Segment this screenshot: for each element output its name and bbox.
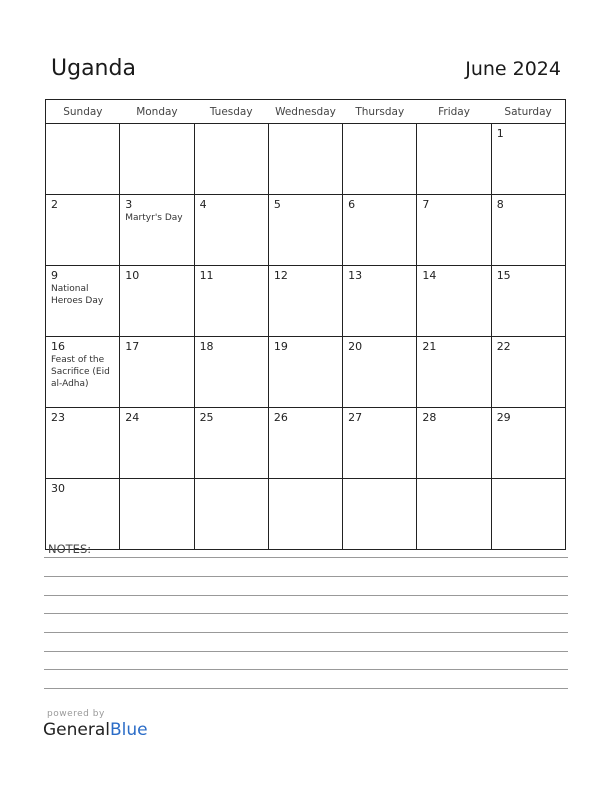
day-cell <box>417 195 491 266</box>
day-number: 4 <box>199 198 207 211</box>
day-cell <box>194 266 268 337</box>
day-number: 6 <box>348 198 356 211</box>
day-number: 9 <box>51 269 58 282</box>
notes-line <box>44 613 568 614</box>
week-row <box>46 408 566 479</box>
weekday-header: Wednesday <box>268 100 342 124</box>
day-cell <box>268 195 342 266</box>
day-cell <box>194 408 268 479</box>
day-number: 22 <box>496 340 511 353</box>
week-row <box>46 124 566 195</box>
day-cell <box>120 337 194 408</box>
holiday-label: Martyr's Day <box>125 213 183 223</box>
weekday-header: Saturday <box>491 100 565 124</box>
day-cell <box>194 124 268 195</box>
day-number: 19 <box>273 340 288 353</box>
day-number: 24 <box>125 411 140 424</box>
day-number: 8 <box>496 198 504 211</box>
weekday-header: Friday <box>417 100 491 124</box>
day-cell <box>491 408 565 479</box>
brand-general: General <box>43 720 110 740</box>
notes-line <box>44 595 568 596</box>
day-number: 3 <box>125 198 133 211</box>
notes-label: NOTES: <box>48 542 92 556</box>
day-number: 7 <box>422 198 430 211</box>
day-number: 5 <box>273 198 281 211</box>
day-cell <box>343 195 417 266</box>
week-row <box>46 195 566 266</box>
day-number: 10 <box>125 269 140 282</box>
month-title: June 2024 <box>465 58 561 80</box>
day-cell <box>491 124 565 195</box>
day-cell <box>417 479 491 550</box>
day-number: 16 <box>51 340 65 353</box>
day-number: 17 <box>125 340 140 353</box>
day-cell <box>417 408 491 479</box>
day-cell <box>120 195 194 266</box>
holiday-label: Feast of the Sacrifice (Eid al-Adha) <box>51 355 110 389</box>
day-cell <box>491 337 565 408</box>
calendar-grid <box>45 99 566 550</box>
day-cell <box>268 266 342 337</box>
day-number: 15 <box>496 269 511 282</box>
day-cell <box>343 408 417 479</box>
day-cell <box>343 479 417 550</box>
day-cell <box>120 408 194 479</box>
notes-line <box>44 651 568 652</box>
day-cell <box>120 479 194 550</box>
day-cell <box>491 479 565 550</box>
day-number: 29 <box>496 411 511 424</box>
day-cell <box>491 195 565 266</box>
day-number: 1 <box>496 127 504 140</box>
day-cell <box>46 124 120 195</box>
day-number: 27 <box>348 411 363 424</box>
day-cell <box>268 337 342 408</box>
weekday-header-row <box>46 100 566 124</box>
day-number: 11 <box>199 269 214 282</box>
day-cell <box>417 337 491 408</box>
day-number: 30 <box>51 482 65 495</box>
holiday-label: National Heroes Day <box>51 284 104 306</box>
day-cell <box>343 266 417 337</box>
day-cell <box>417 266 491 337</box>
day-cell <box>343 124 417 195</box>
day-cell <box>194 479 268 550</box>
day-cell <box>417 124 491 195</box>
day-cell <box>46 337 120 408</box>
day-cell <box>491 266 565 337</box>
day-cell <box>343 337 417 408</box>
brand-blue: Blue <box>110 720 148 740</box>
day-cell <box>120 266 194 337</box>
notes-line <box>44 688 568 689</box>
day-cell <box>46 266 120 337</box>
weekday-header: Monday <box>120 100 194 124</box>
day-cell <box>194 337 268 408</box>
week-row <box>46 337 566 408</box>
day-cell <box>46 479 120 550</box>
notes-line <box>44 576 568 577</box>
weekday-header: Thursday <box>343 100 417 124</box>
day-number: 28 <box>422 411 437 424</box>
day-cell <box>46 408 120 479</box>
weekday-header: Tuesday <box>194 100 268 124</box>
day-cell <box>120 124 194 195</box>
day-number: 23 <box>51 411 65 424</box>
brand-logo <box>43 720 148 740</box>
day-number: 18 <box>199 340 214 353</box>
day-cell <box>46 195 120 266</box>
powered-by-text: powered by <box>47 709 105 719</box>
country-title: Uganda <box>51 56 136 81</box>
day-number: 12 <box>273 269 288 282</box>
week-row <box>46 479 566 550</box>
day-cell <box>268 124 342 195</box>
notes-line <box>44 669 568 670</box>
day-cell <box>194 195 268 266</box>
day-number: 13 <box>348 269 363 282</box>
day-number: 2 <box>51 198 58 211</box>
day-cell <box>268 479 342 550</box>
day-number: 25 <box>199 411 214 424</box>
week-row <box>46 266 566 337</box>
weekday-header: Sunday <box>46 100 120 124</box>
notes-line <box>44 632 568 633</box>
day-number: 26 <box>273 411 288 424</box>
day-cell <box>268 408 342 479</box>
day-number: 14 <box>422 269 437 282</box>
day-number: 21 <box>422 340 437 353</box>
notes-line <box>44 557 568 558</box>
day-number: 20 <box>348 340 363 353</box>
